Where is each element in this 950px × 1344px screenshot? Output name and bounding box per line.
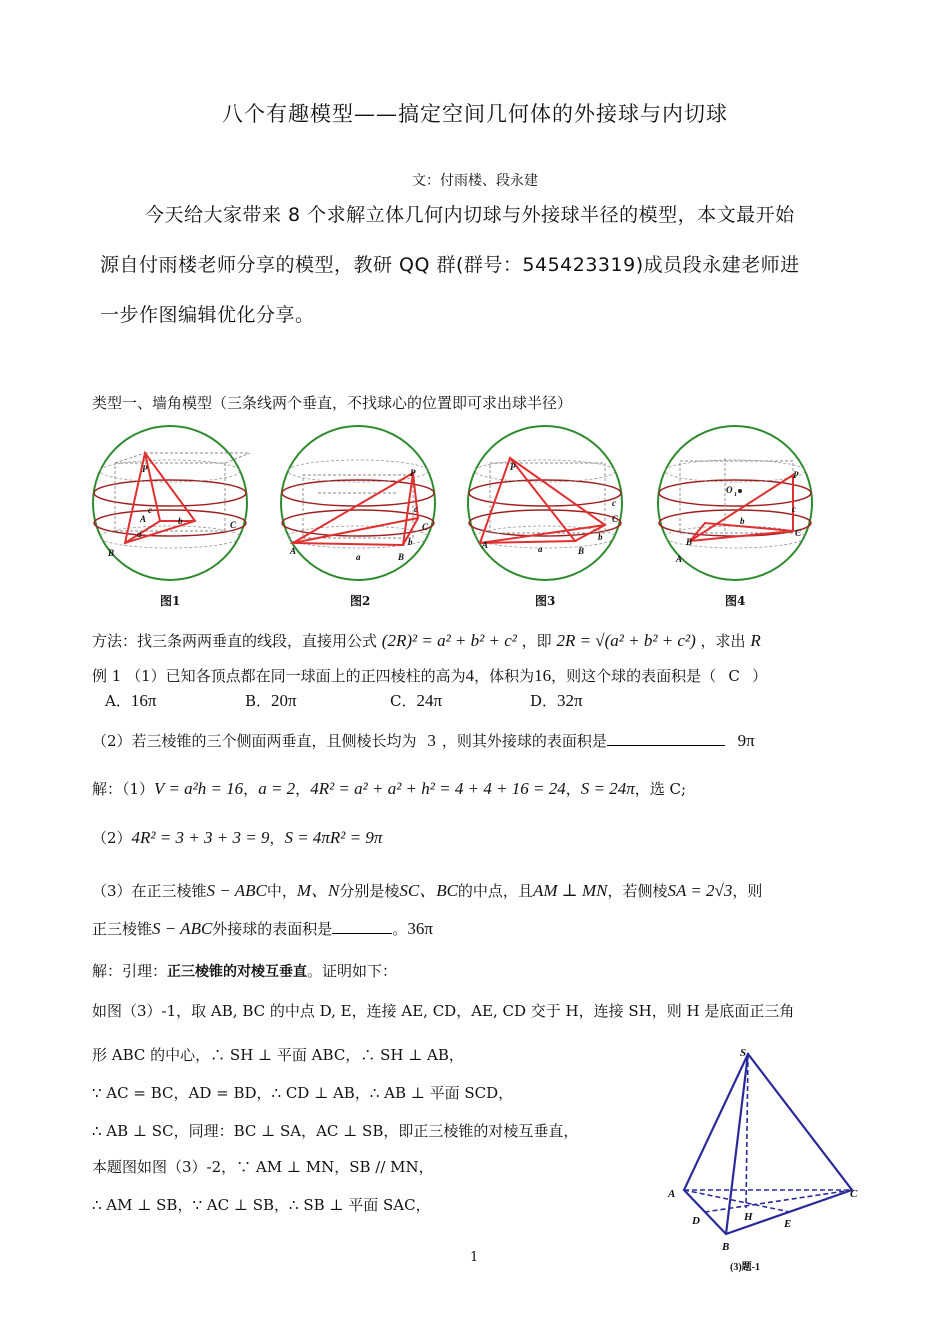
proof-line-2: 形 ABC 的中心，∴ SH ⊥ 平面 ABC，∴ SH ⊥ AB， xyxy=(92,1046,464,1064)
lemma-line: 解：引理：正三棱锥的对棱互垂直。证明如下： xyxy=(92,962,398,980)
pyramid-label-e: E xyxy=(784,1218,792,1230)
fig4-label-c-low: c xyxy=(792,504,796,514)
fig4-label-o: O xyxy=(726,485,733,495)
fig2-label-b-low: b xyxy=(408,537,413,547)
intro-line-3: 一步作图编辑优化分享。 xyxy=(100,304,315,326)
method-line: 方法：找三条两两垂直的线段，直接用公式 (2R)² = a² + b² + c² ，即 2R = √(a² + b² + c²) ，求出 R xyxy=(92,631,761,650)
pyramid-caption: (3)题-1 xyxy=(730,1262,760,1273)
fig2-label-c: C xyxy=(422,522,429,532)
option-a: A．16π xyxy=(105,691,157,710)
fig1-label-a-low: a xyxy=(137,529,142,539)
fig3-label-a: A xyxy=(482,540,489,550)
proof-line-6: ∴ AM ⊥ SB，∵ AC ⊥ SB，∴ SB ⊥ 平面 SAC， xyxy=(92,1196,431,1214)
fig2-label-p: P xyxy=(410,468,416,478)
fig1-label-b-low: b xyxy=(178,516,183,526)
pyramid-label-s: S xyxy=(740,1047,747,1059)
proof-line-3: ∵ AC = BC，AD = BD，∴ CD ⊥ AB，∴ AB ⊥ 平面 SCD， xyxy=(92,1084,514,1102)
fig4-label-b: B xyxy=(686,537,693,547)
fig4-label-b-low: b xyxy=(740,516,745,526)
fig4-label-a: A xyxy=(676,554,683,564)
solution-1: 解：（1）V = a²h = 16，a = 2，4R² = a² + a² + h² = 4 + 4 + 16 = 24，S = 24π，选 C; xyxy=(92,779,687,798)
question-2: （2）若三棱锥的三个侧面两垂直，且侧棱长均为 3 ，则其外接球的表面积是 9π xyxy=(92,731,755,750)
fig2-label-c-low: c xyxy=(414,504,418,514)
figure-caption-2: 图2 xyxy=(350,594,371,608)
pyramid-label-c: C xyxy=(850,1188,858,1200)
type1-heading: 类型一、墙角模型（三条线两个垂直，不找球心的位置即可求出球半径） xyxy=(92,394,573,412)
pyramid-label-h: H xyxy=(744,1211,753,1223)
example-1: 例 1 （1）已知各顶点都在同一球面上的正四棱柱的高为4，体积为16，则这个球的表面积是（ C ） xyxy=(92,666,768,685)
fig3-label-a-low: a xyxy=(538,544,543,554)
figure-caption-1: 图1 xyxy=(160,594,181,608)
proof-line-5: 本题图如图（3）-2，∵ AM ⊥ MN，SB // MN， xyxy=(92,1158,434,1176)
fig1-label-b: B xyxy=(108,548,115,558)
option-b: B．20π xyxy=(245,691,297,710)
fig4-label-c: C xyxy=(795,528,802,538)
proof-line-4: ∴ AB ⊥ SC，同理：BC ⊥ SA，AC ⊥ SB，即正三棱锥的对棱互垂直， xyxy=(92,1122,579,1140)
fig1-label-c-low: c xyxy=(148,505,152,515)
question-3: （3）在正三棱锥S − ABC中，M、N分别是棱SC、BC的中点，且AM ⊥ MN，若侧棱SA = 2√3，则 xyxy=(92,881,763,900)
figure-caption-3: 图3 xyxy=(535,594,556,608)
figure-caption-4: 图4 xyxy=(725,594,746,608)
fig2-label-a-low: a xyxy=(356,552,361,562)
pyramid-label-a: A xyxy=(668,1188,676,1200)
fig1-label-a: A xyxy=(140,514,147,524)
question-3-line-2: 正三棱锥S − ABC外接球的表面积是 。36π xyxy=(92,919,433,938)
solution-2: （2）4R² = 3 + 3 + 3 = 9，S = 4πR² = 9π xyxy=(92,828,383,847)
fig1-label-p: P xyxy=(142,464,148,474)
fig4-label-p: P xyxy=(793,470,799,480)
fig2-label-b: B xyxy=(398,552,405,562)
fig3-label-c-low: c xyxy=(612,498,616,508)
pyramid-label-b: B xyxy=(722,1241,730,1253)
fig3-label-b-low: b xyxy=(598,532,603,542)
fig2-label-a: A xyxy=(290,546,297,556)
figure-1 xyxy=(93,426,250,580)
pyramid-figure xyxy=(660,1040,870,1280)
fig3-label-b: B xyxy=(578,546,585,556)
intro-line-1: 今天给大家带来 8 个求解立体几何内切球与外接球半径的模型，本文最开始 xyxy=(145,204,795,226)
fig1-label-c: C xyxy=(230,520,237,530)
figures-row xyxy=(90,420,870,615)
page-title: 八个有趣模型——搞定空间几何体的外接球与内切球 xyxy=(222,102,728,126)
proof-line-1: 如图（3）-1，取 AB, BC 的中点 D, E，连接 AE, CD，AE, CD 交于 H，连接 SH，则 H 是底面正三角 xyxy=(92,1002,795,1020)
fig3-label-c: C xyxy=(612,514,619,524)
page-number: 1 xyxy=(470,1250,479,1265)
option-c: C．24π xyxy=(390,691,443,710)
fig3-label-p: P xyxy=(510,462,516,472)
fig4-label-o-sub: 1 xyxy=(734,492,737,498)
authors: 文：付雨楼、段永建 xyxy=(412,173,538,189)
figure-3 xyxy=(468,426,622,580)
intro-line-2: 源自付雨楼老师分享的模型，教研 QQ 群(群号：545423319)成员段永建老师进 xyxy=(100,254,800,276)
option-d: D．32π xyxy=(530,691,583,710)
pyramid-label-d: D xyxy=(692,1215,700,1227)
